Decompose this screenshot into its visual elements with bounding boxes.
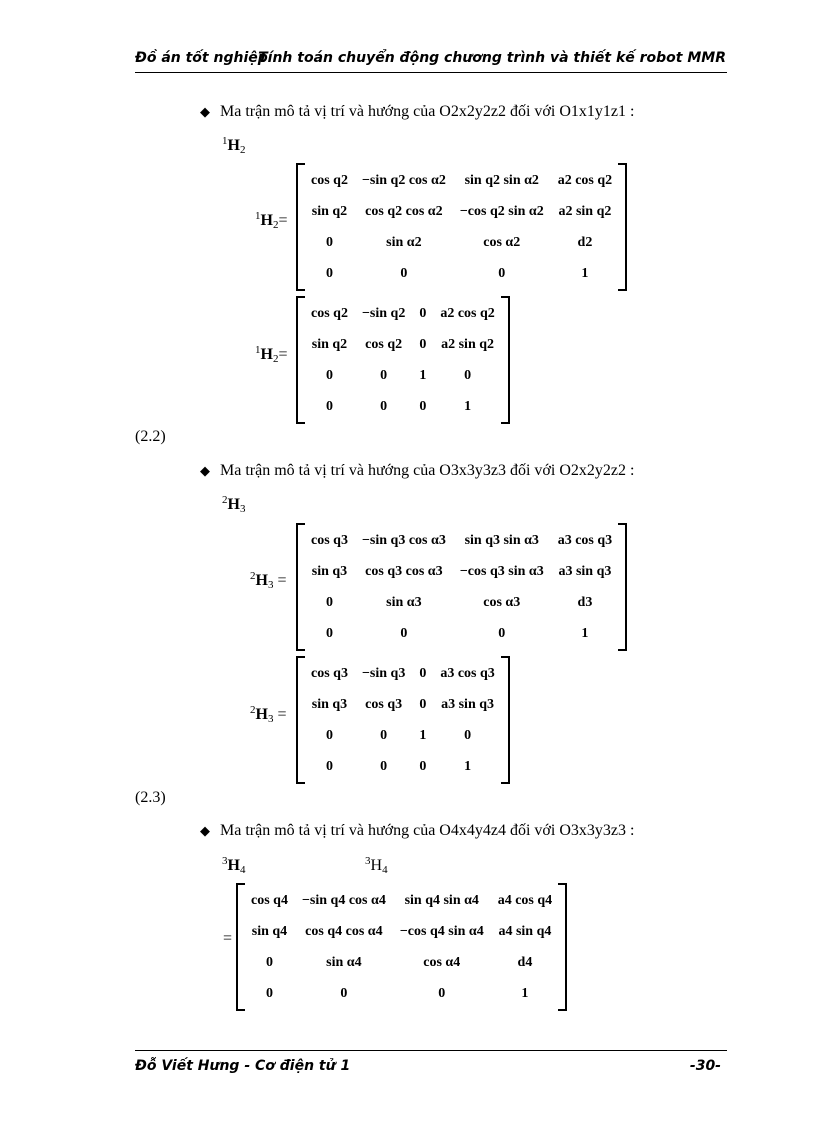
matrix-cell: cos α2 [483,234,521,250]
matrix-cell: d2 [577,234,593,250]
equation-number-1: (2.2) [135,428,166,445]
matrix-cell: d3 [577,594,593,610]
matrix-cell: −sin q3 cos α3 [361,532,446,548]
matrix-cell: cos q3 cos α3 [365,563,443,579]
matrix-row [304,751,502,782]
matrix-cell: −cos q4 sin α4 [399,923,484,939]
equation-number-2: (2.3) [135,789,166,806]
matrix-cell: 0 [265,954,273,970]
matrix-row [304,258,619,289]
matrix-row [304,360,502,391]
matrix-2b [296,656,510,784]
matrix-cell: 0 [325,727,333,743]
bullet-text: Ma trận mô tả vị trí và hướng của [220,822,440,839]
matrix-row [304,298,502,329]
bullet-connector: đối với [505,462,560,479]
matrix-cell: 1 [521,985,529,1001]
matrix-cell: sin q3 [311,563,348,579]
footer-divider [135,1050,727,1051]
bullet-text: Ma trận mô tả vị trí và hướng của [220,103,440,120]
section-3-bullet [200,822,634,840]
bullet-suffix: : [625,822,635,839]
matrix-cell: sin q2 sin α2 [464,172,539,188]
matrix-cell: cos q4 cos α4 [305,923,383,939]
matrix-cell: 0 [325,758,333,774]
matrix-cell: 0 [325,594,333,610]
matrix-cell: sin q3 sin α3 [464,532,539,548]
matrix-cell: 0 [419,696,427,712]
bullet-suffix: : [625,103,635,120]
matrix-cell: 0 [464,367,472,383]
matrix-row [304,658,502,689]
bullet-connector: đối với [505,822,560,839]
matrix-row [304,391,502,422]
page-number: -30- [689,1058,721,1074]
header-divider [135,72,727,73]
matrix-row [304,329,502,360]
matrix-cell: 0 [380,398,388,414]
matrix-cell: 0 [265,985,273,1001]
matrix-cell: −sin q2 cos α2 [361,172,446,188]
matrix-cell: a2 cos q2 [557,172,613,188]
matrix-row [304,556,619,587]
frame-to: O1x1y1z1 [559,103,626,120]
frame-to: O2x2y2z2 [559,462,626,479]
header-left: Đồ án tốt nghiệp [135,50,268,66]
matrix-cell: a3 sin q3 [441,696,495,712]
matrix-row [304,618,619,649]
matrix-cell: 0 [400,625,408,641]
matrix-cell: a4 sin q4 [498,923,552,939]
matrix-cell: cos q3 [365,696,403,712]
diamond-bullet-icon: ◆ [200,823,210,838]
matrix-cell: a3 sin q3 [558,563,612,579]
frame-from: O4x4y4z4 [439,822,506,839]
matrix-cell: 0 [419,758,427,774]
header-right: Tính toán chuyển động chương trình và thiết kế robot MMR [258,50,726,66]
matrix-row [304,525,619,556]
matrix-cell: 1 [581,625,589,641]
matrix-cell: 0 [380,727,388,743]
matrix-cell: 1 [464,398,472,414]
matrix-cell: 0 [419,665,427,681]
section-1-bullet [200,103,634,121]
matrix-cell: cos q2 cos α2 [365,203,443,219]
section-3-label-plain: $^3H_4$ [365,855,388,876]
section-3-label: $^3H_4$ [222,855,246,876]
matrix-cell: cos q2 [311,305,348,321]
matrix-cell: 0 [325,398,333,414]
matrix-cell: −cos q3 sin α3 [459,563,544,579]
matrix-row [244,885,559,916]
matrix-cell: 0 [498,625,506,641]
matrix-cell: 0 [380,367,388,383]
matrix-cell: 0 [400,265,408,281]
matrix-cell: d4 [517,954,533,970]
bullet-text: Ma trận mô tả vị trí và hướng của [220,462,440,479]
section-1-label: $^1H_2$ [222,135,246,156]
matrix-1a-lhs: $^1H_2=$ [255,210,288,231]
matrix-1b-lhs: $^1H_2=$ [255,344,288,365]
matrix-cell: a2 sin q2 [558,203,612,219]
matrix-cell: 1 [464,758,472,774]
frame-from: O2x2y2z2 [439,103,506,120]
matrix-row [304,196,619,227]
section-2-label: $^2H_3$ [222,494,246,515]
matrix-1a [296,163,627,291]
matrix-cell: 0 [419,398,427,414]
diamond-bullet-icon: ◆ [200,463,210,478]
matrix-cell: 0 [419,336,427,352]
matrix-cell: 0 [464,727,472,743]
matrix-cell: sin α3 [386,594,422,610]
matrix-cell: sin α4 [326,954,362,970]
matrix-cell: a2 sin q2 [441,336,495,352]
matrix-cell: sin q4 sin α4 [404,892,479,908]
matrix-cell: −sin q2 [361,305,406,321]
matrix-cell: 0 [325,367,333,383]
matrix-2a [296,523,627,651]
matrix-row [304,587,619,618]
matrix-cell: −sin q3 [361,665,406,681]
matrix-cell: a3 cos q3 [557,532,613,548]
matrix-cell: sin q3 [311,696,348,712]
matrix-cell: 0 [380,758,388,774]
matrix-cell: cos q2 [311,172,348,188]
matrix-cell: 0 [340,985,348,1001]
matrix-cell: sin q4 [251,923,288,939]
matrix-cell: sin α2 [386,234,422,250]
footer-author: Đỗ Viết Hưng - Cơ điện tử 1 [135,1058,351,1074]
bullet-suffix: : [625,462,635,479]
matrix-3-equals: = [223,930,233,947]
matrix-cell: 0 [419,305,427,321]
matrix-cell: cos q3 [311,665,348,681]
matrix-3 [236,883,567,1011]
matrix-row [244,916,559,947]
matrix-cell: 0 [498,265,506,281]
matrix-row [244,947,559,978]
matrix-cell: a4 cos q4 [497,892,553,908]
matrix-cell: 0 [325,265,333,281]
matrix-2a-lhs: $^2H_3$ = [250,570,287,591]
matrix-cell: 0 [325,234,333,250]
matrix-cell: cos q2 [365,336,403,352]
section-2-bullet [200,462,634,480]
matrix-cell: 1 [419,727,427,743]
frame-from: O3x3y3z3 [439,462,506,479]
matrix-row [244,978,559,1009]
diamond-bullet-icon: ◆ [200,104,210,119]
matrix-row [304,165,619,196]
matrix-1b [296,296,510,424]
matrix-cell: 1 [581,265,589,281]
matrix-cell: −cos q2 sin α2 [459,203,544,219]
matrix-cell: a3 cos q3 [440,665,495,681]
matrix-row [304,689,502,720]
matrix-cell: 0 [325,625,333,641]
bullet-connector: đối với [505,103,560,120]
matrix-cell: sin q2 [311,203,348,219]
matrix-cell: a2 cos q2 [440,305,495,321]
matrix-cell: 1 [419,367,427,383]
matrix-row [304,227,619,258]
frame-to: O3x3y3z3 [559,822,626,839]
matrix-cell: cos q3 [311,532,348,548]
matrix-cell: −sin q4 cos α4 [301,892,386,908]
matrix-row [304,720,502,751]
matrix-cell: 0 [438,985,446,1001]
matrix-cell: cos α3 [483,594,521,610]
matrix-cell: cos α4 [423,954,461,970]
matrix-cell: cos q4 [251,892,288,908]
matrix-2b-lhs: $^2H_3$ = [250,704,287,725]
matrix-cell: sin q2 [311,336,348,352]
